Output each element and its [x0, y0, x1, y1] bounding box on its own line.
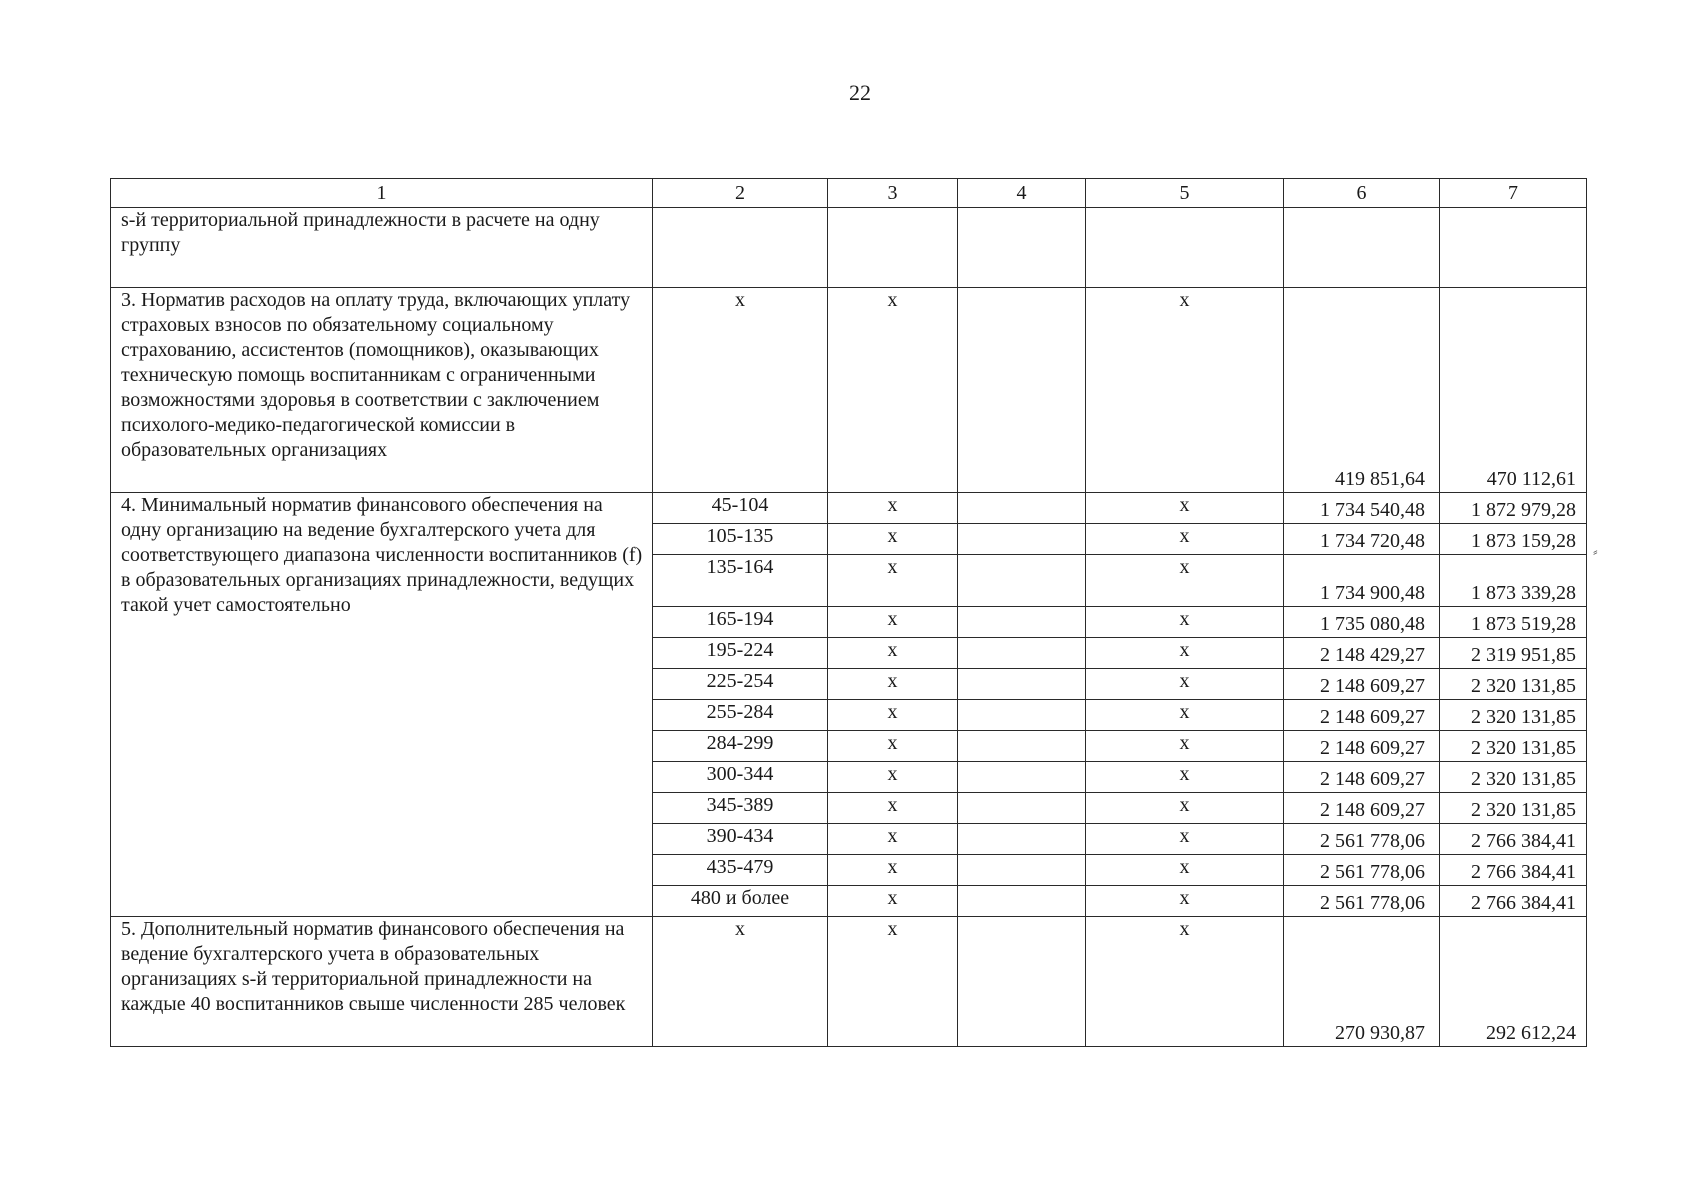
row4-cell-3: х [828, 762, 958, 793]
row4-cell-5: х [1086, 762, 1284, 793]
row4-cell-3: х [828, 493, 958, 524]
page-number: 22 [849, 80, 871, 105]
row4-cell-4 [958, 731, 1086, 762]
column-header-5: 5 [1086, 179, 1284, 208]
row4-cell-7: 2 320 131,85 [1440, 793, 1587, 824]
row4-cell-3: х [828, 731, 958, 762]
row4-range-cell: 284-299 [653, 731, 828, 762]
row4-cell-7: 2 319 951,85 [1440, 638, 1587, 669]
row4-range-cell: 165-194 [653, 607, 828, 638]
row5-cell-3: х [828, 917, 958, 1047]
row4-range-cell: 345-389 [653, 793, 828, 824]
column-header-6: 6 [1284, 179, 1440, 208]
row4-range-cell: 390-434 [653, 824, 828, 855]
row4-cell-7: 1 873 519,28 [1440, 607, 1587, 638]
column-header-1: 1 [111, 179, 653, 208]
row4-cell-3: х [828, 638, 958, 669]
row4-cell-6: 2 148 609,27 [1284, 793, 1440, 824]
row4-cell-3: х [828, 886, 958, 917]
row4-range-cell: 480 и более [653, 886, 828, 917]
row4-cell-7: 1 873 159,28 [1440, 524, 1587, 555]
row4-cell-5: х [1086, 793, 1284, 824]
row5-cell-6: 270 930,87 [1284, 917, 1440, 1047]
row4-cell-7: 2 320 131,85 [1440, 669, 1587, 700]
margin-mark: ⸗ [1593, 545, 1598, 560]
row-s-cell-7 [1440, 208, 1587, 288]
row4-cell-5: х [1086, 669, 1284, 700]
row4-cell-7: 2 766 384,41 [1440, 824, 1587, 855]
row3-cell-2: х [653, 288, 828, 493]
row4-cell-4 [958, 607, 1086, 638]
row3-description: 3. Норматив расходов на оплату труда, включающих уплату страховых взносов по обязательному социальному страхованию, ассистентов (помощников), оказывающих техническую помощь воспитанникам с ограниченными возможностями здоровья в соответствии с заключением психолого-медико-педагогической комиссии в образовательных организациях [111, 288, 653, 493]
row4-cell-4 [958, 855, 1086, 886]
row4-cell-5: х [1086, 638, 1284, 669]
row4-cell-6: 2 148 609,27 [1284, 669, 1440, 700]
header-row [111, 179, 1587, 208]
row-s-cell-3 [828, 208, 958, 288]
row4-cell-4 [958, 638, 1086, 669]
row4-cell-5: х [1086, 731, 1284, 762]
row4-cell-6: 2 148 609,27 [1284, 762, 1440, 793]
row3-cell-4 [958, 288, 1086, 493]
row4-cell-3: х [828, 669, 958, 700]
row3-cell-6: 419 851,64 [1284, 288, 1440, 493]
table-row-4-range [111, 493, 1587, 524]
row4-range-cell: 435-479 [653, 855, 828, 886]
row4-cell-3: х [828, 524, 958, 555]
row4-cell-6: 2 148 609,27 [1284, 731, 1440, 762]
row4-cell-4 [958, 669, 1086, 700]
row-s-cell-5 [1086, 208, 1284, 288]
row4-cell-3: х [828, 824, 958, 855]
row4-cell-3: х [828, 607, 958, 638]
table-row-s-territorial [111, 208, 1587, 288]
table-row-3 [111, 288, 1587, 493]
column-header-7: 7 [1440, 179, 1587, 208]
table-row-5 [111, 917, 1587, 1047]
row5-cell-2: х [653, 917, 828, 1047]
row4-cell-5: х [1086, 886, 1284, 917]
row3-cell-3: х [828, 288, 958, 493]
row4-range-cell: 225-254 [653, 669, 828, 700]
row4-cell-5: х [1086, 555, 1284, 607]
row-s-cell-2 [653, 208, 828, 288]
row4-cell-6: 1 734 720,48 [1284, 524, 1440, 555]
row4-cell-6: 2 561 778,06 [1284, 886, 1440, 917]
row5-description: 5. Дополнительный норматив финансового обеспечения на ведение бухгалтерского учета в образовательных организациях s-й территориальной принадлежности на каждые 40 воспитанников свыше численности 285 человек [111, 917, 653, 1047]
row4-cell-5: х [1086, 855, 1284, 886]
row4-cell-7: 2 320 131,85 [1440, 762, 1587, 793]
row4-range-cell: 105-135 [653, 524, 828, 555]
row4-cell-4 [958, 886, 1086, 917]
row4-cell-5: х [1086, 607, 1284, 638]
column-header-4: 4 [958, 179, 1086, 208]
row4-range-cell: 255-284 [653, 700, 828, 731]
row4-cell-7: 2 320 131,85 [1440, 700, 1587, 731]
row3-cell-7: 470 112,61 [1440, 288, 1587, 493]
row4-cell-3: х [828, 700, 958, 731]
row5-cell-7: 292 612,24 [1440, 917, 1587, 1047]
row4-cell-7: 2 320 131,85 [1440, 731, 1587, 762]
row4-cell-3: х [828, 855, 958, 886]
row4-range-cell: 195-224 [653, 638, 828, 669]
column-header-2: 2 [653, 179, 828, 208]
row4-cell-4 [958, 824, 1086, 855]
row4-cell-5: х [1086, 700, 1284, 731]
row4-cell-5: х [1086, 524, 1284, 555]
row4-cell-6: 1 734 900,48 [1284, 555, 1440, 607]
row4-cell-7: 2 766 384,41 [1440, 855, 1587, 886]
row4-cell-4 [958, 793, 1086, 824]
row4-cell-3: х [828, 555, 958, 607]
row4-cell-5: х [1086, 824, 1284, 855]
row4-cell-6: 2 148 429,27 [1284, 638, 1440, 669]
row4-cell-4 [958, 700, 1086, 731]
row4-range-cell: 135-164 [653, 555, 828, 607]
row4-cell-3: х [828, 793, 958, 824]
row4-cell-7: 1 872 979,28 [1440, 493, 1587, 524]
row4-cell-6: 1 734 540,48 [1284, 493, 1440, 524]
row4-cell-4 [958, 555, 1086, 607]
row4-cell-4 [958, 493, 1086, 524]
row-s-description: s-й территориальной принадлежности в расчете на одну группу [111, 208, 653, 288]
row-s-cell-4 [958, 208, 1086, 288]
row4-cell-4 [958, 524, 1086, 555]
column-header-3: 3 [828, 179, 958, 208]
row5-cell-4 [958, 917, 1086, 1047]
row4-description: 4. Минимальный норматив финансового обеспечения на одну организацию на ведение бухгалтерского учета для соответствующего диапазона численности воспитанников (f) в образовательных организациях принадлежности, ведущих такой учет самостоятельно [111, 493, 653, 917]
row4-cell-6: 2 561 778,06 [1284, 824, 1440, 855]
row3-cell-5: х [1086, 288, 1284, 493]
norms-table [110, 178, 1587, 1047]
row4-cell-5: х [1086, 493, 1284, 524]
row5-cell-5: х [1086, 917, 1284, 1047]
row4-range-cell: 45-104 [653, 493, 828, 524]
row-s-cell-6 [1284, 208, 1440, 288]
row4-cell-6: 2 148 609,27 [1284, 700, 1440, 731]
row4-cell-7: 1 873 339,28 [1440, 555, 1587, 607]
row4-cell-6: 1 735 080,48 [1284, 607, 1440, 638]
row4-range-cell: 300-344 [653, 762, 828, 793]
row4-cell-4 [958, 762, 1086, 793]
row4-cell-6: 2 561 778,06 [1284, 855, 1440, 886]
row4-cell-7: 2 766 384,41 [1440, 886, 1587, 917]
